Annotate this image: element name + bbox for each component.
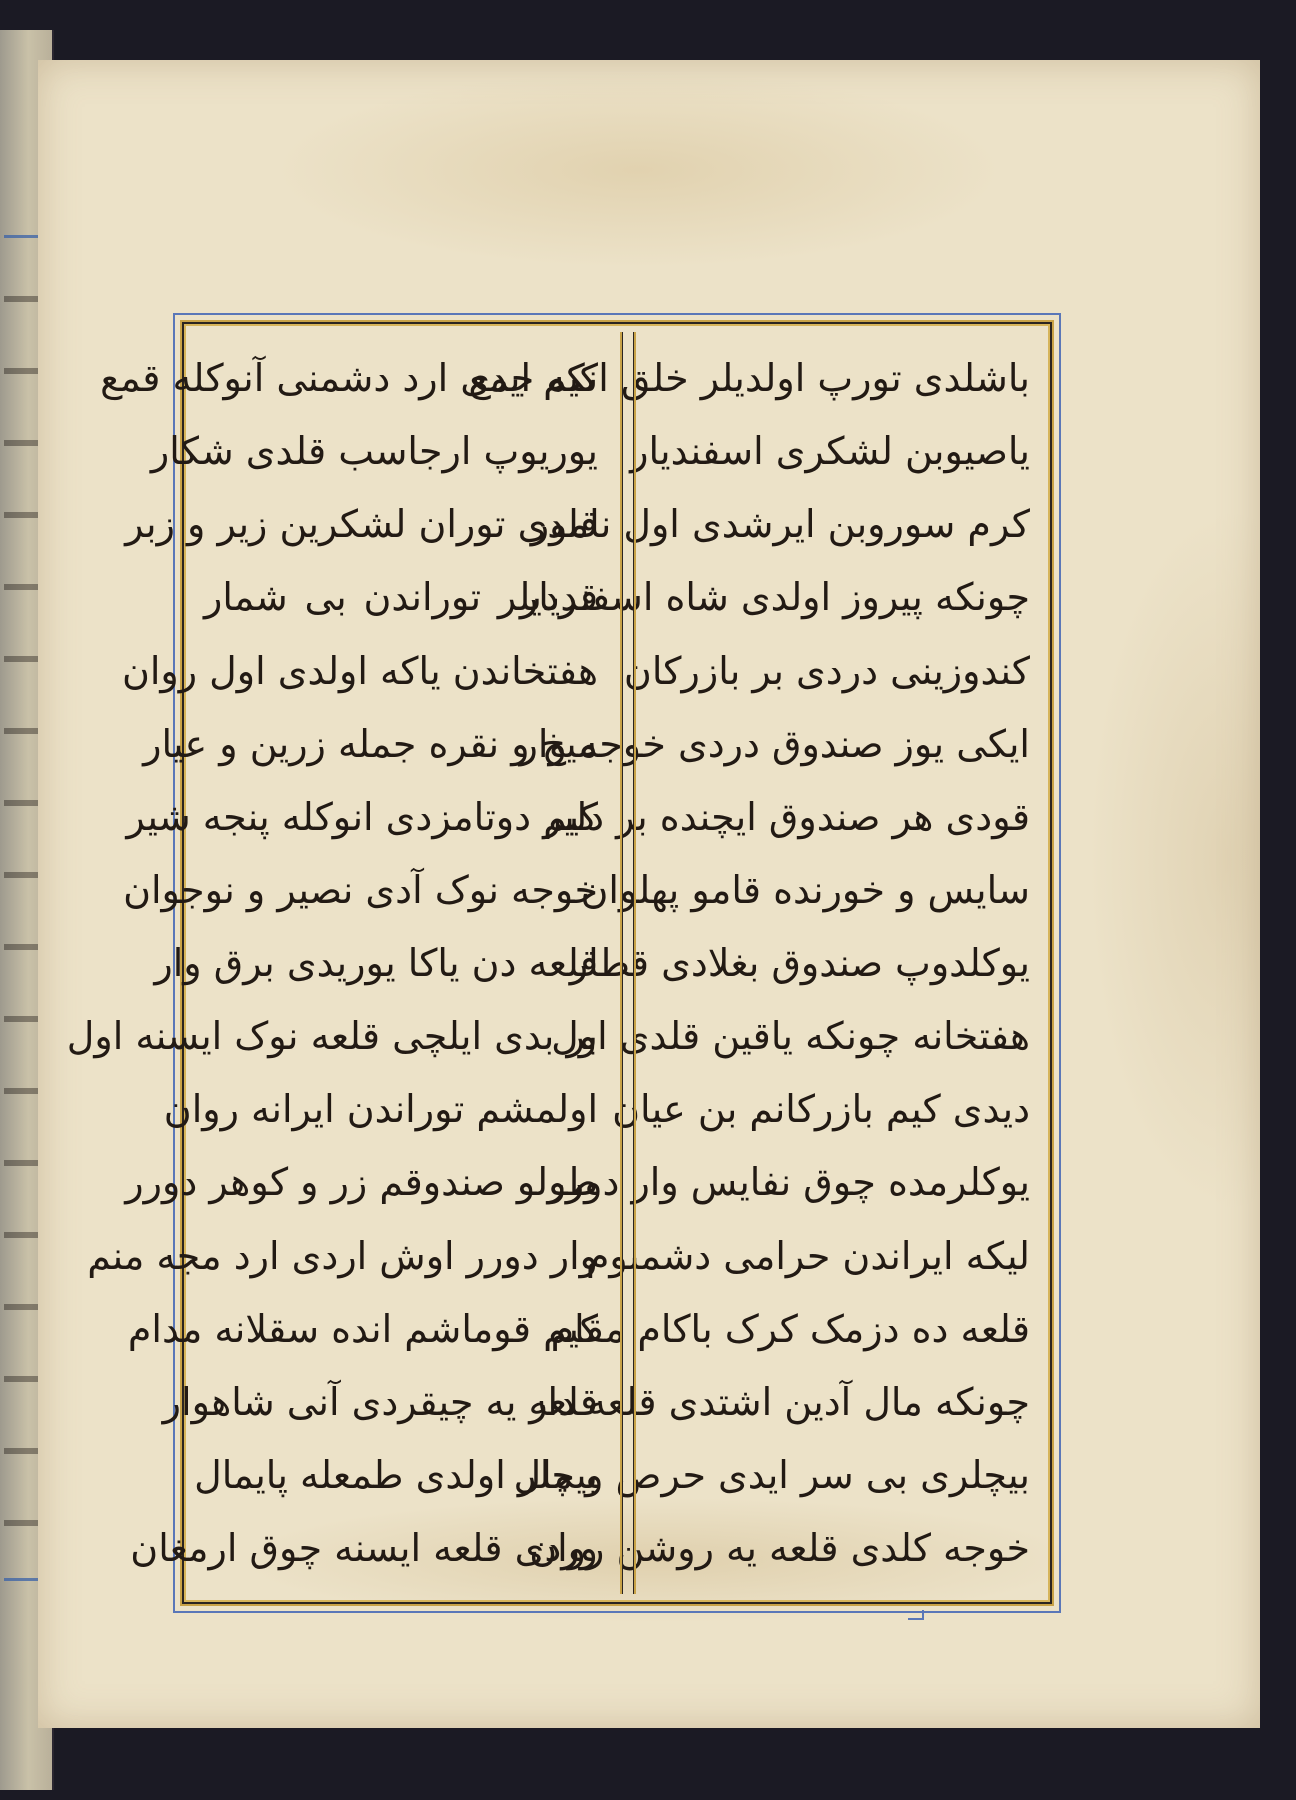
verse-line: میخ و نقره جمله زرین و عیار (143, 721, 598, 766)
verse-line: کیم قوماشم انده سقلانه مدام (127, 1306, 598, 1351)
verse-line: کیم دوتامزدی انوکله پنجه شیر (126, 794, 598, 839)
verse-line: هفتخانه چونکه یاقین قلدی اول (551, 1014, 1030, 1059)
verse-line: خوجه نوک آدی نصیر و نوجوان (123, 867, 598, 912)
verse-line: هفتخاندن یاکه اولدی اول روان (121, 648, 598, 693)
verse-line: لیکه ایراندن حرامی دشمنوم (585, 1233, 1030, 1278)
verse-line: وردی قلعه ایسنه چوق ارمغان (130, 1526, 598, 1570)
gold-ruling (66, 320, 1054, 1606)
verse-line: یوکلرمده چوق نفایس وار دورر (547, 1160, 1030, 1205)
verse-line: بیچلری بی سر ایدی حرص و مال (513, 1452, 1030, 1497)
left-column (66, 336, 606, 1590)
verse-line: قلدی توران لشکرین زیر و زبر (125, 502, 598, 547)
verse-line: قودی هر صندوق ایچنده بر دلیر (543, 794, 1030, 839)
verse-line: دیدی کیم بازرکانم بن عیان (612, 1087, 1030, 1132)
verse-line: بیچلر اولدی طمعله پایمال (194, 1452, 598, 1497)
column-divider (620, 332, 636, 1594)
verse-line: خوجه کلدی قلعه یه روشن روان (529, 1526, 1030, 1570)
verse-line: قلعه یه چیقردی آنی شاهوار (162, 1379, 598, 1424)
verse-line: ایکی یوز صندوق دردی خوجه وار (519, 721, 1030, 766)
frame-corner-mark (908, 1610, 924, 1620)
verse-line: باشلدی تورپ اولدیلر خلق انکه جمع (468, 356, 1030, 400)
manuscript-folio (38, 60, 1260, 1728)
verse-line: یوریوپ ارجاسب قلدی شکار (150, 429, 598, 474)
verse-line: وار دورر اوش اردی ارد مجه منم (87, 1233, 598, 1278)
verse-line: قلعه ده دزمک کرک باکام مقام (550, 1306, 1030, 1351)
verse-line: کیم ایدی ارد دشمنی آنوکله قمع (100, 356, 598, 400)
verse-line: کندوزینی دردی بر بازرکان (623, 648, 1030, 693)
verse-line: چونکه پیروز اولدی شاه اسفندیار (519, 575, 1030, 620)
verse-line: اولمشم توراندن ایرانه روان (163, 1087, 598, 1132)
verse-line: بر بدی ایلچی قلعه نوک ایسنه اول (66, 1014, 598, 1059)
verse-line: قلعه دن یاکا یوریدی برق وار (154, 941, 598, 985)
verse-line: قردیلر توراندن بی شمار (204, 575, 598, 620)
text-frame (66, 313, 1061, 1613)
verse-line: چونکه مال آدین اشتدی قلعه دار (529, 1379, 1030, 1424)
verse-line: یاصیوبن لشکری اسفندیار (630, 429, 1030, 474)
right-column (468, 336, 1038, 1590)
verse-line: طولو صندوقم زر و کوهر دورر (125, 1160, 598, 1205)
verse-line: کرم سوروبن ایرشدی اول نامور (530, 502, 1030, 547)
verse-line: یوکلدوپ صندوق بغلادی قطار (569, 941, 1030, 985)
verse-line: سایس و خورنده قامو پهلوان (580, 867, 1030, 912)
